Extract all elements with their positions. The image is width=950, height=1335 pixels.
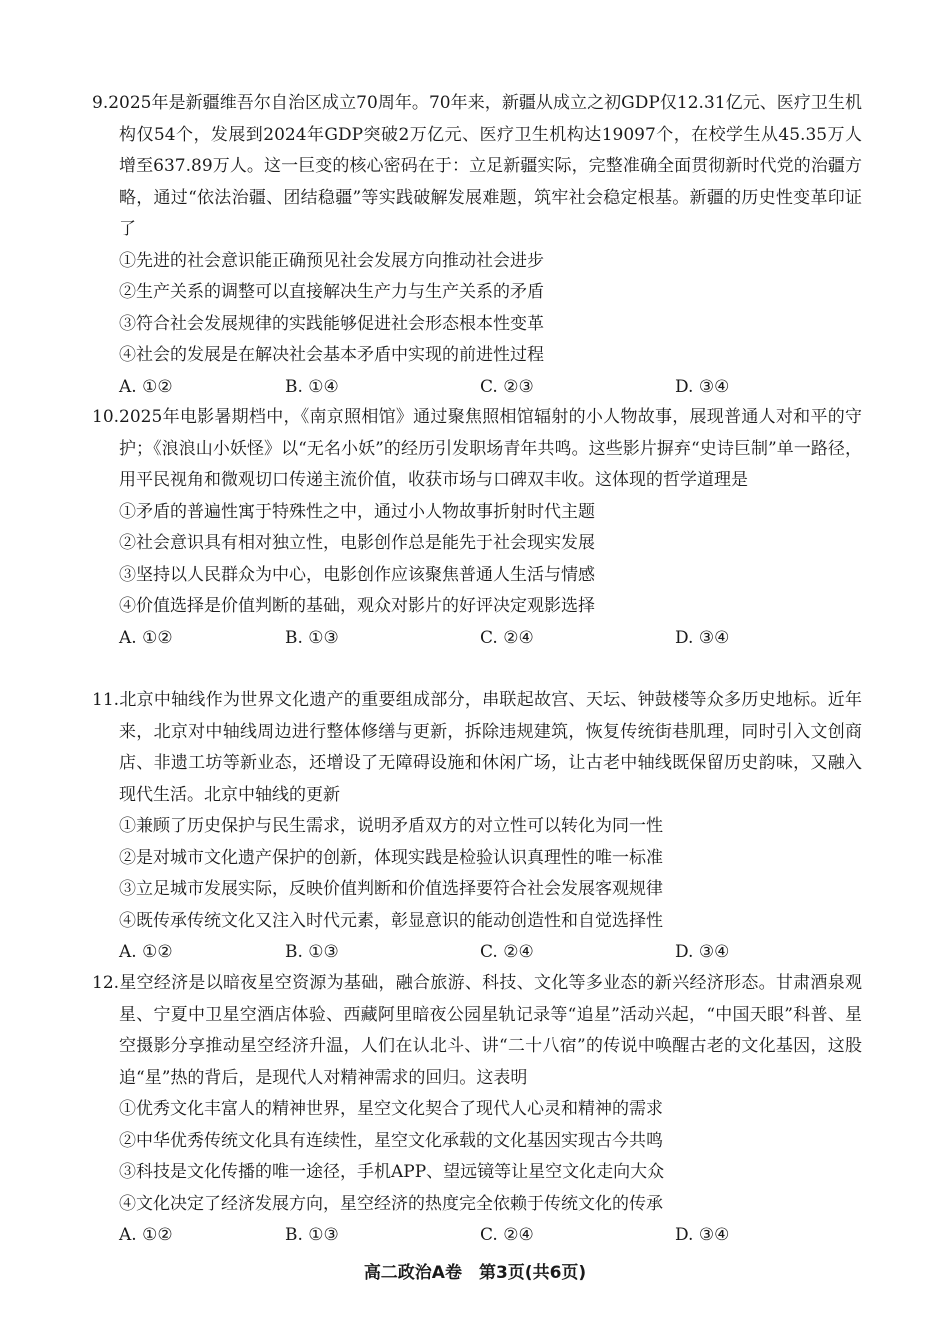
question-stem: 11.北京中轴线作为世界文化遗产的重要组成部分，串联起故宫、天坛、钟鼓楼等众多历史地标。近年来，北京对中轴线周边进行整体修缮与更新，拆除违规建筑，恢复传统街巷肌理，同时引入文创商店、非遗工坊等新业态，还增设了无障碍设施和休闲广场，让古老中轴线既保留历史韵味，又融入现代生活。北京中轴线的更新 (92, 690, 862, 805)
option-3: ③科技是文化传播的唯一途径，手机APP、望远镜等让星空文化走向大众 (119, 1162, 665, 1182)
choice-d: D. ③④ (675, 942, 730, 962)
option-2: ②生产关系的调整可以直接解决生产力与生产关系的矛盾 (119, 282, 544, 302)
choice-c: C. ②④ (480, 942, 534, 962)
choice-d: D. ③④ (675, 1225, 730, 1245)
answer-choices (92, 372, 862, 404)
choice-d: D. ③④ (675, 376, 730, 397)
choice-b: B. ①④ (285, 376, 339, 397)
choice-c: C. ②④ (480, 627, 534, 648)
option-2: ②社会意识具有相对独立性，电影创作总是能先于社会现实发展 (119, 533, 595, 553)
choice-b: B. ①③ (285, 1225, 339, 1245)
option-2: ②中华优秀传统文化具有连续性，星空文化承载的文化基因实现古今共鸣 (119, 1130, 663, 1151)
option-1: ①先进的社会意识能正确预见社会发展方向推动社会进步 (119, 250, 544, 271)
choice-a: A. ①② (119, 1225, 173, 1245)
choice-b: B. ①③ (285, 627, 339, 648)
option-1: ①兼顾了历史保护与民生需求，说明矛盾双方的对立性可以转化为同一性 (119, 816, 663, 836)
page-footer: 高二政治A卷 第3页(共6页) (363, 1263, 587, 1283)
choice-a: A. ①② (119, 627, 173, 648)
choice-a: A. ①② (119, 942, 173, 962)
question-9 (92, 88, 862, 403)
question-stem: 10.2025年电影暑期档中，《南京照相馆》通过聚焦照相馆辐射的小人物故事，展现普通人对和平的守护；《浪浪山小妖怪》以“无名小妖”的经历引发职场青年共鸣。这些影片摒弃“史诗巨制”单一路径，用平民视角和微观切口传递主流价值，收获市场与口碑双丰收。这体现的哲学道理是 (92, 407, 862, 490)
option-4: ④既传承传统文化又注入时代元素，彰显意识的能动创造性和自觉选择性 (119, 910, 663, 931)
option-4: ④价值选择是价值判断的基础，观众对影片的好评决定观影选择 (119, 596, 595, 616)
answer-choices (92, 1220, 862, 1252)
option-4: ④社会的发展是在解决社会基本矛盾中实现的前进性过程 (119, 345, 544, 365)
option-1: ①矛盾的普遍性寓于特殊性之中，通过小人物故事折射时代主题 (119, 501, 595, 522)
answer-choices (92, 623, 862, 655)
choice-d: D. ③④ (675, 627, 730, 648)
option-1: ①优秀文化丰富人的精神世界，星空文化契合了现代人心灵和精神的需求 (119, 1099, 663, 1119)
choice-c: C. ②④ (480, 1225, 534, 1245)
question-10 (92, 402, 862, 654)
option-3: ③立足城市发展实际，反映价值判断和价值选择要符合社会发展客观规律 (119, 879, 663, 899)
question-12 (92, 968, 862, 1252)
choice-c: C. ②③ (480, 376, 534, 397)
option-3: ③符合社会发展规律的实践能够促进社会形态根本性变革 (119, 313, 544, 334)
option-4: ④文化决定了经济发展方向，星空经济的热度完全依赖于传统文化的传承 (119, 1193, 663, 1214)
option-2: ②是对城市文化遗产保护的创新，体现实践是检验认识真理性的唯一标准 (119, 847, 663, 868)
question-stem: 9.2025年是新疆维吾尔自治区成立70周年。70年来，新疆从成立之初GDP仅12.31亿元、医疗卫生机构仅54个，发展到2024年GDP突破2万亿元、医疗卫生机构达19097个，在校学生从45.35万人增至637.89万人。这一巨变的核心密码在于：立足新疆实际，完整准确全面贯彻新时代党的治疆方略，通过“依法治疆、团结稳疆”等实践破解发展难题，筑牢社会稳定根基。新疆的历史性变革印证了 (92, 93, 862, 239)
question-11 (92, 685, 862, 969)
choice-b: B. ①③ (285, 942, 339, 962)
answer-choices (92, 937, 862, 969)
question-stem: 12.星空经济是以暗夜星空资源为基础，融合旅游、科技、文化等多业态的新兴经济形态。甘肃酒泉观星、宁夏中卫星空酒店体验、西藏阿里暗夜公园星轨记录等“追星”活动兴起，“中国天眼”科普、星空摄影分享推动星空经济升温，人们在认北斗、讲“二十八宿”的传说中唤醒古老的文化基因，这股追“星”热的背后，是现代人对精神需求的回归。这表明 (92, 973, 862, 1088)
option-3: ③坚持以人民群众为中心，电影创作应该聚焦普通人生活与情感 (119, 564, 595, 585)
choice-a: A. ①② (119, 376, 173, 397)
